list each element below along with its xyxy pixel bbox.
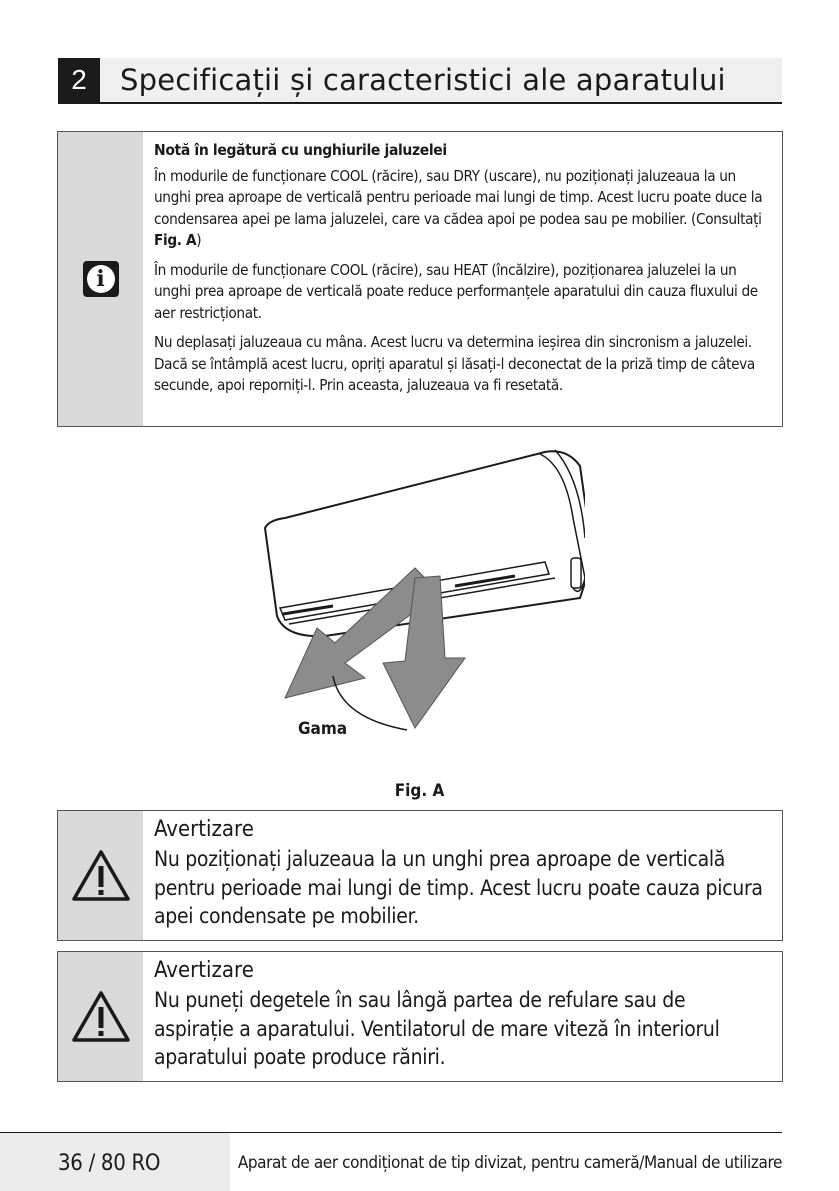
page-number: 36 / 80 RO (58, 1151, 161, 1176)
figure-reference: Fig. A (154, 231, 197, 249)
warning-sidebar (58, 811, 143, 940)
note-paragraph-1 (154, 166, 764, 252)
note-paragraph-3: Nu deplasați jaluzeaua cu mâna. Acest lucru va determina ieșirea din sincronism a jaluzelei. Dacă se întâmplă acest lucru, opriți aparatul și lăsați-l deconectat de la priză timp de câteva secunde, apoi reporniți-l. Prin aceasta, jaluzeaua va fi resetată. (154, 333, 755, 394)
note-paragraph-1-text: În modurile de funcționare COOL (răcire), sau DRY (uscare), nu poziționați jaluzeaua la un unghi prea aproape de verticală pentru perioade mai lungi de timp. Acest lucru poate duce la condensarea apei pe lama jaluzelei, care va cădea apoi pe podea sau pe mobilier. (Consultați (154, 166, 763, 228)
warning-triangle-icon (70, 988, 132, 1046)
warning-text: Nu puneți degetele în sau lângă partea de refulare sau de aspirație a aparatului. Ventilatorul de mare viteză în interiorul aparatului poate produce răniri. (154, 988, 720, 1069)
note-paragraph-1-end: ) (196, 231, 202, 249)
warning-content (154, 815, 764, 931)
warning-title: Avertizare (154, 817, 254, 842)
air-conditioner-illustration (255, 438, 585, 738)
section-title: Specificații și caracteristici ale aparatului (120, 63, 726, 97)
note-content (154, 140, 764, 405)
warning-box-2 (57, 951, 783, 1082)
warning-content (154, 956, 764, 1072)
warning-sidebar (58, 952, 143, 1081)
note-paragraph-2: În modurile de funcționare COOL (răcire), sau HEAT (încălzire), poziționarea jaluzelei la un unghi prea aproape de verticală poate reduce performanțele aparatului din cauza fluxului de aer restricționat. (154, 260, 758, 322)
figure-caption: Fig. A (394, 781, 445, 801)
note-sidebar (58, 132, 143, 426)
footer-title: Aparat de aer condiționat de tip divizat, pentru cameră/Manual de utilizare (237, 1153, 782, 1173)
section-number: 2 (58, 58, 100, 102)
note-box (57, 131, 783, 427)
warning-triangle-icon (70, 847, 132, 905)
figure-label-range: Gama (298, 719, 348, 739)
warning-box-1 (57, 810, 783, 941)
note-title: Notă în legătură cu unghiurile jaluzelei (154, 141, 447, 159)
warning-text: Nu poziționați jaluzeaua la un unghi prea aproape de verticală pentru perioade mai lungi de timp. Acest lucru poate cauza picura apei condensate pe mobilier. (154, 847, 763, 928)
section-header (58, 58, 782, 104)
warning-title: Avertizare (154, 958, 254, 983)
info-icon: i (83, 261, 119, 297)
